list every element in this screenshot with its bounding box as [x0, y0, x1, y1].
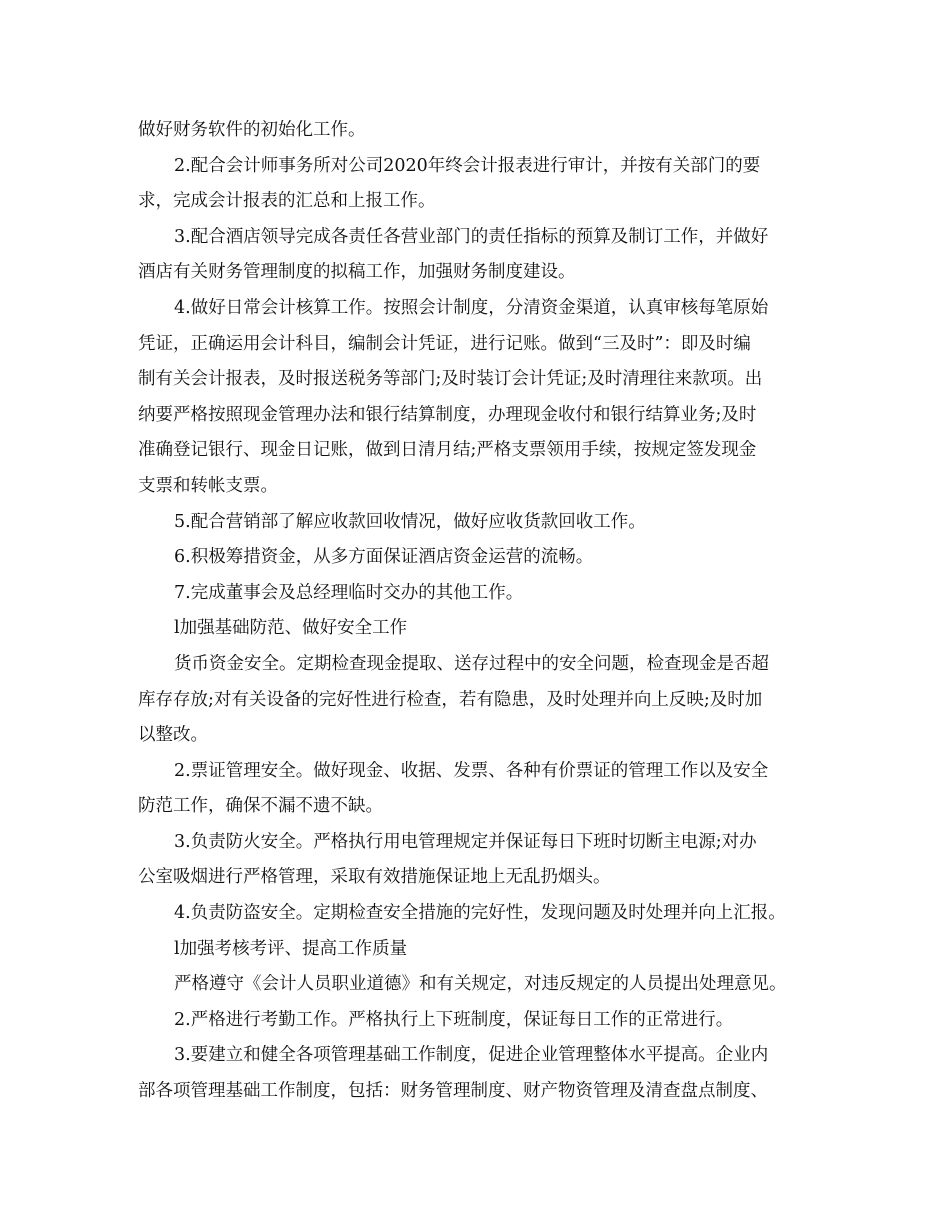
text-line: 制有关会计报表，及时报送税务等部门;及时装订会计凭证;及时清理往来款项。出: [138, 369, 763, 390]
text-line: 纳要严格按照现金管理办法和银行结算制度，办理现金收付和银行结算业务;及时: [138, 404, 757, 425]
text-line: 求，完成会计报表的汇总和上报工作。: [138, 191, 436, 212]
text-line: 以整改。: [138, 725, 208, 746]
text-line: 严格遵守《会计人员职业道德》和有关规定，对违反规定的人员提出处理意见。: [174, 974, 787, 995]
text-line: 支票和转帐支票。: [138, 475, 278, 496]
text-line: 货币资金安全。定期检查现金提取、送存过程中的安全问题，检查现金是否超: [174, 653, 769, 674]
text-line: 凭证，正确运用会计科目，编制会计凭证，进行记账。做到“三及时”：即及时编: [138, 333, 751, 354]
text-line: 3.配合酒店领导完成各责任各营业部门的责任指标的预算及制订工作，并做好: [174, 226, 769, 247]
text-line: 2.配合会计师事务所对公司2020年终会计报表进行审计，并按有关部门的要: [174, 155, 761, 176]
text-line: 防范工作，确保不漏不遗不缺。: [138, 796, 383, 817]
text-line: l加强基础防范、做好安全工作: [174, 618, 408, 639]
document-body: [138, 113, 824, 1110]
text-line: 酒店有关财务管理制度的拟稿工作，加强财务制度建设。: [138, 262, 576, 283]
text-line: 准确登记银行、现金日记账，做到日清月结;严格支票领用手续，按规定签发现金: [138, 440, 757, 461]
text-line: 2.严格进行考勤工作。严格执行上下班制度，保证每日工作的正常进行。: [174, 1009, 734, 1030]
text-line: l加强考核考评、提高工作质量: [174, 938, 408, 959]
text-line: 做好财务软件的初始化工作。: [138, 120, 366, 140]
text-line: 2.票证管理安全。做好现金、收据、发票、各种有价票证的管理工作以及安全: [174, 760, 769, 781]
text-line: 6.积极筹措资金，从多方面保证酒店资金运营的流畅。: [174, 547, 594, 568]
text-line: 3.要建立和健全各项管理基础工作制度，促进企业管理整体水平提高。企业内: [174, 1045, 769, 1066]
text-line: 公室吸烟进行严格管理，采取有效措施保证地上无乱扔烟头。: [138, 867, 611, 888]
text-line: 部各项管理基础工作制度，包括：财务管理制度、财产物资管理及清查盘点制度、: [138, 1081, 768, 1102]
text-line: 5.配合营销部了解应收款回收情况，做好应收货款回收工作。: [174, 511, 646, 532]
text-line: 库存存放;对有关设备的完好性进行检查，若有隐患，及时处理并向上反映;及时加: [138, 689, 763, 710]
text-line: 4.做好日常会计核算工作。按照会计制度，分清资金渠道，认真审核每笔原始: [174, 297, 769, 318]
text-line: 4.负责防盗安全。定期检查安全措施的完好性，发现问题及时处理并向上汇报。: [174, 903, 786, 924]
text-line: 7.完成董事会及总经理临时交办的其他工作。: [174, 582, 524, 603]
text-line: 3.负责防火安全。严格执行用电管理规定并保证每日下班时切断主电源;对办: [174, 831, 757, 852]
